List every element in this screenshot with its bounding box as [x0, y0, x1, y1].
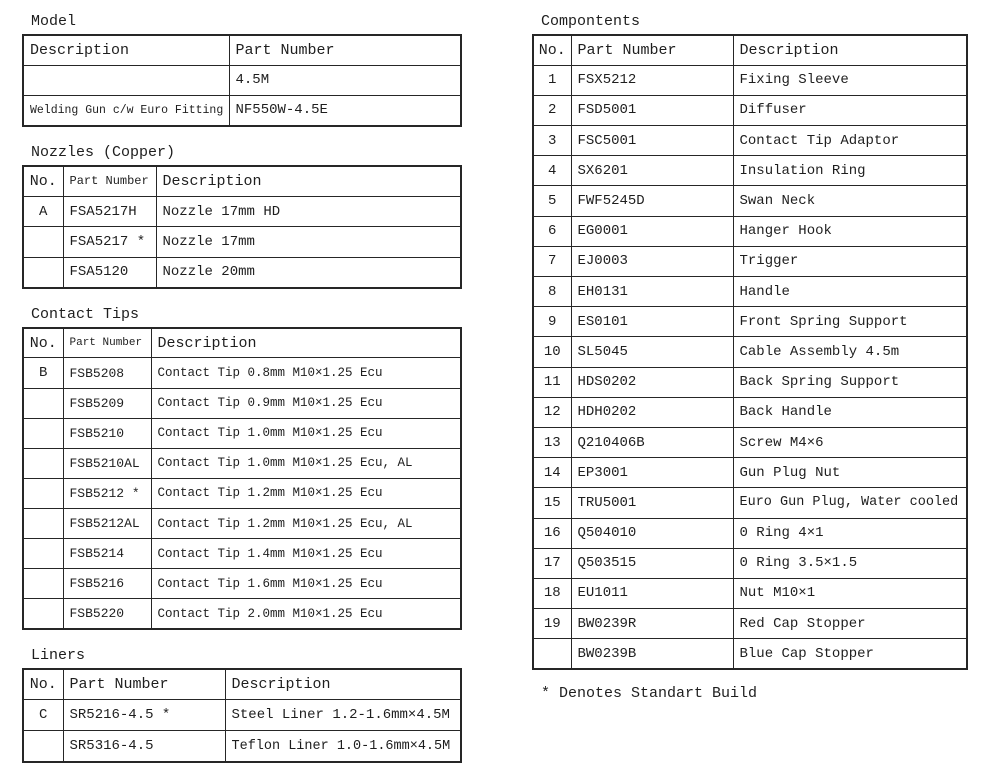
cell-no	[23, 508, 63, 538]
section-components	[532, 12, 968, 670]
cell-part-number: FSB5212AL	[63, 508, 151, 538]
cell-part-number: SX6201	[571, 156, 733, 186]
cell-description: Contact Tip Adaptor	[733, 126, 967, 156]
column-header-description: Description	[151, 328, 461, 358]
cell-part-number: FSB5214	[63, 539, 151, 569]
cell-no: 10	[533, 337, 571, 367]
header-row	[23, 166, 461, 197]
section-title-liners: Liners	[31, 646, 86, 664]
cell-part-number: Q210406B	[571, 427, 733, 457]
table-row	[23, 257, 461, 288]
cell-description: Gun Plug Nut	[733, 458, 967, 488]
table-row	[23, 418, 461, 448]
cell-part-number: FSA5217 *	[63, 227, 156, 258]
cell-no	[23, 448, 63, 478]
table-row	[23, 196, 461, 227]
cell-description: Screw M4×6	[733, 427, 967, 457]
cell-description: Hanger Hook	[733, 216, 967, 246]
cell-description: Teflon Liner 1.0-1.6mm×4.5M	[225, 731, 461, 762]
cell-description: 0 Ring 3.5×1.5	[733, 548, 967, 578]
column-header-description: Description	[156, 166, 461, 197]
cell-part-number: FSD5001	[571, 95, 733, 125]
section-nozzles	[22, 143, 462, 289]
table-row	[23, 227, 461, 258]
column-header-part-number: Part Number	[63, 669, 225, 700]
cell-description: Diffuser	[733, 95, 967, 125]
cell-part-number: Q503515	[571, 548, 733, 578]
cell-no	[23, 731, 63, 762]
cell-part-number: EJ0003	[571, 246, 733, 276]
table-row	[23, 731, 461, 762]
cell-no: 8	[533, 277, 571, 307]
column-header-description: Description	[23, 35, 229, 65]
cell-no: 4	[533, 156, 571, 186]
cell-no: 14	[533, 458, 571, 488]
cell-part-number: FSX5212	[571, 65, 733, 95]
cell-no	[23, 257, 63, 288]
cell-description: Steel Liner 1.2-1.6mm×4.5M	[225, 700, 461, 731]
cell-description: Back Handle	[733, 397, 967, 427]
liners-table	[22, 668, 462, 763]
section-title-nozzles: Nozzles (Copper)	[31, 143, 176, 161]
cell-description: Insulation Ring	[733, 156, 967, 186]
table-row	[533, 307, 967, 337]
cell-part-number: FSB5210AL	[63, 448, 151, 478]
cell-no: 18	[533, 578, 571, 608]
contact-tips-table	[22, 327, 462, 630]
table-row	[533, 246, 967, 276]
table-row	[533, 548, 967, 578]
table-row	[23, 96, 461, 126]
table-row	[533, 126, 967, 156]
cell-description: 0 Ring 4×1	[733, 518, 967, 548]
cell-part-number: EP3001	[571, 458, 733, 488]
table-row	[533, 397, 967, 427]
model-table	[22, 34, 462, 127]
column-header-part-number: Part Number	[571, 35, 733, 65]
table-row	[533, 518, 967, 548]
table-row	[23, 700, 461, 731]
cell-part-number: 4.5M	[229, 65, 461, 95]
cell-description: Contact Tip 1.6mm M10×1.25 Ecu	[151, 569, 461, 599]
header-row	[23, 328, 461, 358]
cell-no	[23, 599, 63, 629]
table-row	[533, 216, 967, 246]
cell-description: Nut M10×1	[733, 578, 967, 608]
column-header-no: No.	[533, 35, 571, 65]
table-row	[533, 277, 967, 307]
cell-description: Back Spring Support	[733, 367, 967, 397]
cell-description: Welding Gun c/w Euro Fitting	[23, 96, 229, 126]
section-title-model: Model	[31, 13, 77, 30]
table-row	[533, 609, 967, 639]
table-row	[533, 367, 967, 397]
cell-no: 7	[533, 246, 571, 276]
table-row	[533, 186, 967, 216]
cell-part-number: FSB5216	[63, 569, 151, 599]
section-model	[22, 12, 462, 127]
cell-description: Euro Gun Plug, Water cooled	[733, 488, 967, 518]
components-table	[532, 34, 968, 670]
table-row	[23, 599, 461, 629]
cell-part-number: SR5316-4.5	[63, 731, 225, 762]
cell-description: Fixing Sleeve	[733, 65, 967, 95]
cell-part-number: Q504010	[571, 518, 733, 548]
cell-no	[23, 388, 63, 418]
cell-description	[23, 65, 229, 95]
cell-part-number: HDH0202	[571, 397, 733, 427]
column-header-no: No.	[23, 669, 63, 700]
cell-part-number: FSB5212 *	[63, 478, 151, 508]
cell-no: A	[23, 196, 63, 227]
header-row	[533, 35, 967, 65]
cell-no	[23, 539, 63, 569]
column-header-description: Description	[733, 35, 967, 65]
column-header-part-number: Part Number	[63, 166, 156, 197]
header-row	[23, 669, 461, 700]
cell-part-number: BW0239R	[571, 609, 733, 639]
section-contact-tips	[22, 305, 462, 630]
section-title-components: Compontents	[541, 13, 641, 30]
cell-part-number: EU1011	[571, 578, 733, 608]
right-column	[532, 12, 968, 704]
cell-no	[23, 478, 63, 508]
cell-description: Red Cap Stopper	[733, 609, 967, 639]
cell-description: Contact Tip 0.9mm M10×1.25 Ecu	[151, 388, 461, 418]
table-row	[533, 578, 967, 608]
table-row	[533, 156, 967, 186]
table-row	[23, 539, 461, 569]
cell-part-number: FSB5220	[63, 599, 151, 629]
cell-part-number: FSA5120	[63, 257, 156, 288]
cell-description: Contact Tip 1.0mm M10×1.25 Ecu, AL	[151, 448, 461, 478]
cell-part-number: FSA5217H	[63, 196, 156, 227]
cell-no	[23, 569, 63, 599]
cell-part-number: FSB5208	[63, 358, 151, 388]
table-row	[23, 358, 461, 388]
cell-part-number: EG0001	[571, 216, 733, 246]
cell-part-number: SR5216-4.5 *	[63, 700, 225, 731]
column-header-description: Description	[225, 669, 461, 700]
table-row	[23, 448, 461, 478]
cell-no: 15	[533, 488, 571, 518]
left-column	[22, 12, 462, 763]
section-title-contact-tips: Contact Tips	[31, 305, 140, 323]
cell-description: Front Spring Support	[733, 307, 967, 337]
cell-no: 13	[533, 427, 571, 457]
cell-description: Blue Cap Stopper	[733, 639, 967, 669]
nozzles-table	[22, 165, 462, 289]
cell-description: Contact Tip 1.2mm M10×1.25 Ecu	[151, 478, 461, 508]
table-row	[533, 337, 967, 367]
table-row	[533, 427, 967, 457]
cell-no: 9	[533, 307, 571, 337]
cell-description: Contact Tip 1.4mm M10×1.25 Ecu	[151, 539, 461, 569]
table-row	[23, 508, 461, 538]
cell-part-number: FSC5001	[571, 126, 733, 156]
column-header-part-number: Part Number	[229, 35, 461, 65]
table-row	[533, 488, 967, 518]
cell-no	[533, 639, 571, 669]
cell-no: 5	[533, 186, 571, 216]
cell-description: Swan Neck	[733, 186, 967, 216]
column-header-part-number: Part Number	[63, 328, 151, 358]
table-row	[23, 478, 461, 508]
cell-description: Contact Tip 1.0mm M10×1.25 Ecu	[151, 418, 461, 448]
table-row	[533, 458, 967, 488]
cell-no	[23, 418, 63, 448]
cell-no: 1	[533, 65, 571, 95]
cell-no: C	[23, 700, 63, 731]
cell-part-number: HDS0202	[571, 367, 733, 397]
cell-no: 2	[533, 95, 571, 125]
cell-no: 11	[533, 367, 571, 397]
cell-no: 19	[533, 609, 571, 639]
cell-part-number: FSB5210	[63, 418, 151, 448]
cell-description: Nozzle 17mm HD	[156, 196, 461, 227]
table-row	[533, 95, 967, 125]
cell-description: Contact Tip 2.0mm M10×1.25 Ecu	[151, 599, 461, 629]
cell-no: B	[23, 358, 63, 388]
cell-description: Nozzle 17mm	[156, 227, 461, 258]
header-row	[23, 35, 461, 65]
cell-no	[23, 227, 63, 258]
footnote-standard-build: * Denotes Standart Build	[541, 684, 758, 702]
table-row	[533, 639, 967, 669]
cell-no: 3	[533, 126, 571, 156]
cell-part-number: FWF5245D	[571, 186, 733, 216]
cell-description: Contact Tip 0.8mm M10×1.25 Ecu	[151, 358, 461, 388]
cell-no: 12	[533, 397, 571, 427]
cell-no: 17	[533, 548, 571, 578]
cell-part-number: BW0239B	[571, 639, 733, 669]
cell-no: 16	[533, 518, 571, 548]
table-row	[533, 65, 967, 95]
cell-no: 6	[533, 216, 571, 246]
cell-description: Cable Assembly 4.5m	[733, 337, 967, 367]
cell-part-number: TRU5001	[571, 488, 733, 518]
table-row	[23, 388, 461, 418]
cell-part-number: SL5045	[571, 337, 733, 367]
cell-description: Trigger	[733, 246, 967, 276]
table-row	[23, 569, 461, 599]
table-row	[23, 65, 461, 95]
cell-description: Contact Tip 1.2mm M10×1.25 Ecu, AL	[151, 508, 461, 538]
cell-part-number: ES0101	[571, 307, 733, 337]
cell-part-number: FSB5209	[63, 388, 151, 418]
section-liners	[22, 646, 462, 763]
cell-part-number: NF550W-4.5E	[229, 96, 461, 126]
column-header-no: No.	[23, 328, 63, 358]
cell-description: Nozzle 20mm	[156, 257, 461, 288]
column-header-no: No.	[23, 166, 63, 197]
cell-part-number: EH0131	[571, 277, 733, 307]
cell-description: Handle	[733, 277, 967, 307]
